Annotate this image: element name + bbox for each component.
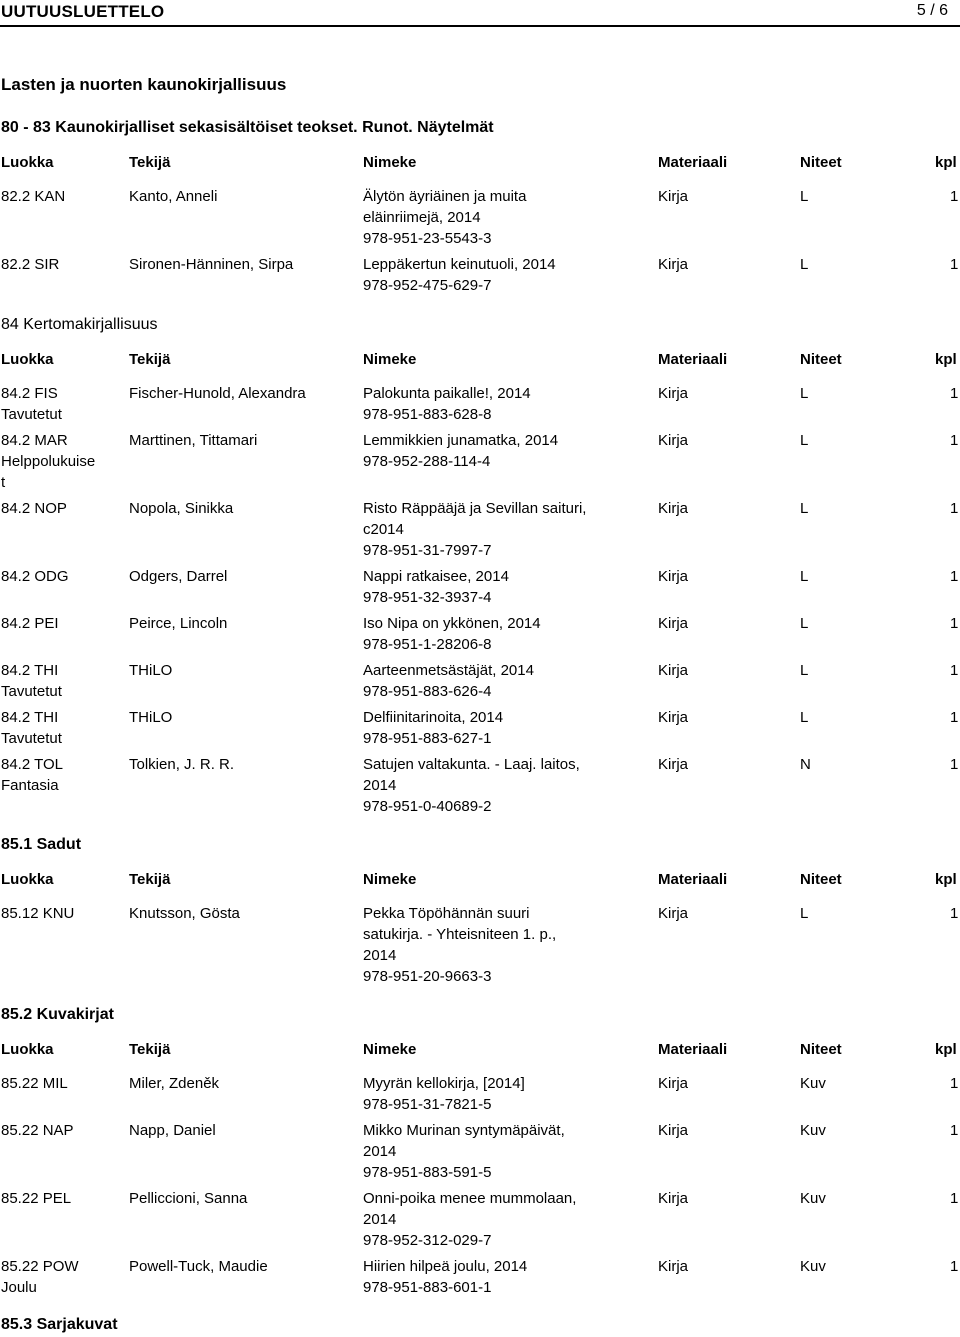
row-nimeke: 2014 xyxy=(363,947,397,964)
row-luokka: 84.2 ODG xyxy=(1,568,69,585)
row-nimeke: Satujen valtakunta. - Laaj. laitos, xyxy=(363,756,580,773)
row-nimeke: c2014 xyxy=(363,521,404,538)
col-materiaali: Materiaali xyxy=(658,1041,728,1058)
row-materiaali: Kirja xyxy=(658,615,689,632)
row-category: Tavutetut xyxy=(1,730,62,747)
row-luokka: 84.2 FIS xyxy=(1,385,58,402)
row-materiaali: Kirja xyxy=(658,432,689,449)
page-header xyxy=(0,0,960,25)
row-kpl: 1 xyxy=(950,188,959,205)
col-kpl: kpl xyxy=(935,351,957,368)
col-luokka: Luokka xyxy=(1,351,54,368)
col-nimeke: Nimeke xyxy=(363,1041,417,1058)
row-isbn: 978-951-20-9663-3 xyxy=(363,968,492,985)
row-kpl: 1 xyxy=(950,1075,959,1092)
row-isbn: 978-951-883-601-1 xyxy=(363,1279,492,1296)
row-nimeke: Myyrän kellokirja, [2014] xyxy=(363,1075,525,1092)
row-niteet: L xyxy=(800,500,809,517)
row-kpl: 1 xyxy=(950,1258,959,1275)
row-kpl: 1 xyxy=(950,1122,959,1139)
row-tekija: Tolkien, J. R. R. xyxy=(129,756,235,773)
row-nimeke: Onni-poika menee mummolaan, xyxy=(363,1190,577,1207)
row-tekija: Powell-Tuck, Maudie xyxy=(129,1258,268,1275)
row-tekija: Odgers, Darrel xyxy=(129,568,228,585)
group-heading: 85.3 Sarjakuvat xyxy=(1,1316,118,1333)
row-nimeke: Leppäkertun keinutuoli, 2014 xyxy=(363,256,556,273)
row-materiaali: Kirja xyxy=(658,568,689,585)
row-kpl: 1 xyxy=(950,568,959,585)
row-luokka: 84.2 THI xyxy=(1,662,59,679)
row-isbn: 978-951-883-628-8 xyxy=(363,406,492,423)
row-materiaali: Kirja xyxy=(658,756,689,773)
row-category: Tavutetut xyxy=(1,683,62,700)
row-materiaali: Kirja xyxy=(658,256,689,273)
col-niteet: Niteet xyxy=(800,154,842,171)
row-isbn: 978-951-883-591-5 xyxy=(363,1164,492,1181)
row-isbn: 978-951-31-7821-5 xyxy=(363,1096,492,1113)
row-niteet: L xyxy=(800,709,809,726)
row-isbn: 978-952-312-029-7 xyxy=(363,1232,492,1249)
row-materiaali: Kirja xyxy=(658,500,689,517)
col-kpl: kpl xyxy=(935,154,957,171)
row-niteet: Kuv xyxy=(800,1122,826,1139)
row-niteet: L xyxy=(800,662,809,679)
row-luokka: 85.22 NAP xyxy=(1,1122,74,1139)
row-nimeke: Aarteenmetsästäjät, 2014 xyxy=(363,662,534,679)
row-isbn: 978-951-883-626-4 xyxy=(363,683,492,700)
row-isbn: 978-951-32-3937-4 xyxy=(363,589,492,606)
row-nimeke: 2014 xyxy=(363,1211,397,1228)
row-luokka: 84.2 PEI xyxy=(1,615,59,632)
header-rule xyxy=(0,25,960,27)
row-nimeke: 2014 xyxy=(363,1143,397,1160)
row-niteet: L xyxy=(800,385,809,402)
row-kpl: 1 xyxy=(950,905,959,922)
row-tekija: Kanto, Anneli xyxy=(129,188,218,205)
col-tekija: Tekijä xyxy=(129,871,171,888)
section-title: Lasten ja nuorten kaunokirjallisuus xyxy=(1,75,287,94)
row-luokka: 85.12 KNU xyxy=(1,905,75,922)
row-materiaali: Kirja xyxy=(658,1122,689,1139)
row-niteet: Kuv xyxy=(800,1075,826,1092)
row-luokka: 85.22 MIL xyxy=(1,1075,68,1092)
row-isbn: 978-951-23-5543-3 xyxy=(363,230,492,247)
row-materiaali: Kirja xyxy=(658,662,689,679)
col-kpl: kpl xyxy=(935,871,957,888)
row-isbn: 978-951-31-7997-7 xyxy=(363,542,492,559)
row-category: Tavutetut xyxy=(1,406,62,423)
row-niteet: L xyxy=(800,432,809,449)
row-nimeke: Nappi ratkaisee, 2014 xyxy=(363,568,509,585)
row-nimeke: Pekka Töpöhännän suuri xyxy=(363,905,530,922)
row-materiaali: Kirja xyxy=(658,1190,689,1207)
row-nimeke: Lemmikkien junamatka, 2014 xyxy=(363,432,559,449)
row-nimeke: satukirja. - Yhteisniteen 1. p., xyxy=(363,926,557,943)
row-luokka: 84.2 NOP xyxy=(1,500,67,517)
col-niteet: Niteet xyxy=(800,1041,842,1058)
row-tekija: Sironen-Hänninen, Sirpa xyxy=(129,256,294,273)
group-heading: 84 Kertomakirjallisuus xyxy=(1,316,158,333)
row-tekija: Pelliccioni, Sanna xyxy=(129,1190,248,1207)
row-materiaali: Kirja xyxy=(658,1258,689,1275)
col-tekija: Tekijä xyxy=(129,154,171,171)
row-niteet: Kuv xyxy=(800,1258,826,1275)
row-isbn: 978-952-288-114-4 xyxy=(363,453,491,470)
row-isbn: 978-951-883-627-1 xyxy=(363,730,492,747)
row-niteet: N xyxy=(800,756,811,773)
col-materiaali: Materiaali xyxy=(658,871,728,888)
row-materiaali: Kirja xyxy=(658,385,689,402)
col-tekija: Tekijä xyxy=(129,351,171,368)
row-nimeke: Palokunta paikalle!, 2014 xyxy=(363,385,531,402)
row-luokka: 82.2 SIR xyxy=(1,256,60,273)
row-materiaali: Kirja xyxy=(658,188,689,205)
row-kpl: 1 xyxy=(950,615,959,632)
row-kpl: 1 xyxy=(950,756,959,773)
col-kpl: kpl xyxy=(935,1041,957,1058)
col-materiaali: Materiaali xyxy=(658,154,728,171)
row-tekija: Miler, Zdeněk xyxy=(129,1075,220,1092)
row-niteet: L xyxy=(800,188,809,205)
row-isbn: 978-951-1-28206-8 xyxy=(363,636,492,653)
row-materiaali: Kirja xyxy=(658,1075,689,1092)
row-luokka: 85.22 POW xyxy=(1,1258,79,1275)
row-nimeke: Mikko Murinan syntymäpäivät, xyxy=(363,1122,565,1139)
col-materiaali: Materiaali xyxy=(658,351,728,368)
row-isbn: 978-952-475-629-7 xyxy=(363,277,492,294)
col-niteet: Niteet xyxy=(800,871,842,888)
row-niteet: L xyxy=(800,615,809,632)
row-tekija: Napp, Daniel xyxy=(129,1122,216,1139)
row-niteet: Kuv xyxy=(800,1190,826,1207)
row-tekija: Peirce, Lincoln xyxy=(129,615,228,632)
row-tekija: THiLO xyxy=(129,662,173,679)
group-heading: 80 - 83 Kaunokirjalliset sekasisältöiset teokset. Runot. Näytelmät xyxy=(1,119,494,136)
row-nimeke: Iso Nipa on ykkönen, 2014 xyxy=(363,615,541,632)
row-luokka: 82.2 KAN xyxy=(1,188,66,205)
row-niteet: L xyxy=(800,256,809,273)
row-kpl: 1 xyxy=(950,385,959,402)
page-number: 5 / 6 xyxy=(916,2,948,19)
row-niteet: L xyxy=(800,905,809,922)
row-category: Joulu xyxy=(1,1279,37,1296)
row-kpl: 1 xyxy=(950,256,959,273)
row-tekija: THiLO xyxy=(129,709,173,726)
row-tekija: Marttinen, Tittamari xyxy=(129,432,258,449)
row-luokka: 84.2 TOL xyxy=(1,756,63,773)
row-nimeke: eläinriimejä, 2014 xyxy=(363,209,481,226)
catalog-title: UUTUUSLUETTELO xyxy=(1,2,165,21)
row-nimeke: Risto Räppääjä ja Sevillan saituri, xyxy=(363,500,587,517)
row-kpl: 1 xyxy=(950,1190,959,1207)
row-tekija: Knutsson, Gösta xyxy=(129,905,240,922)
row-nimeke: Delfiinitarinoita, 2014 xyxy=(363,709,504,726)
col-luokka: Luokka xyxy=(1,1041,54,1058)
row-niteet: L xyxy=(800,568,809,585)
row-materiaali: Kirja xyxy=(658,905,689,922)
col-luokka: Luokka xyxy=(1,871,54,888)
row-kpl: 1 xyxy=(950,662,959,679)
row-tekija: Nopola, Sinikka xyxy=(129,500,234,517)
row-luokka: 84.2 MAR xyxy=(1,432,68,449)
row-nimeke: Hiirien hilpeä joulu, 2014 xyxy=(363,1258,528,1275)
row-luokka: 84.2 THI xyxy=(1,709,59,726)
col-luokka: Luokka xyxy=(1,154,54,171)
row-luokka: 85.22 PEL xyxy=(1,1190,72,1207)
row-category: t xyxy=(1,474,6,491)
row-materiaali: Kirja xyxy=(658,709,689,726)
row-nimeke: 2014 xyxy=(363,777,397,794)
col-nimeke: Nimeke xyxy=(363,871,417,888)
group-heading: 85.2 Kuvakirjat xyxy=(1,1006,114,1023)
row-kpl: 1 xyxy=(950,709,959,726)
row-kpl: 1 xyxy=(950,432,959,449)
col-nimeke: Nimeke xyxy=(363,351,417,368)
row-isbn: 978-951-0-40689-2 xyxy=(363,798,492,815)
col-niteet: Niteet xyxy=(800,351,842,368)
col-tekija: Tekijä xyxy=(129,1041,171,1058)
row-category: Fantasia xyxy=(1,777,59,794)
row-tekija: Fischer-Hunold, Alexandra xyxy=(129,385,306,402)
row-category: Helppolukuise xyxy=(1,453,96,470)
col-nimeke: Nimeke xyxy=(363,154,417,171)
row-kpl: 1 xyxy=(950,500,959,517)
row-nimeke: Älytön äyriäinen ja muita xyxy=(363,188,527,205)
group-heading: 85.1 Sadut xyxy=(1,836,82,853)
